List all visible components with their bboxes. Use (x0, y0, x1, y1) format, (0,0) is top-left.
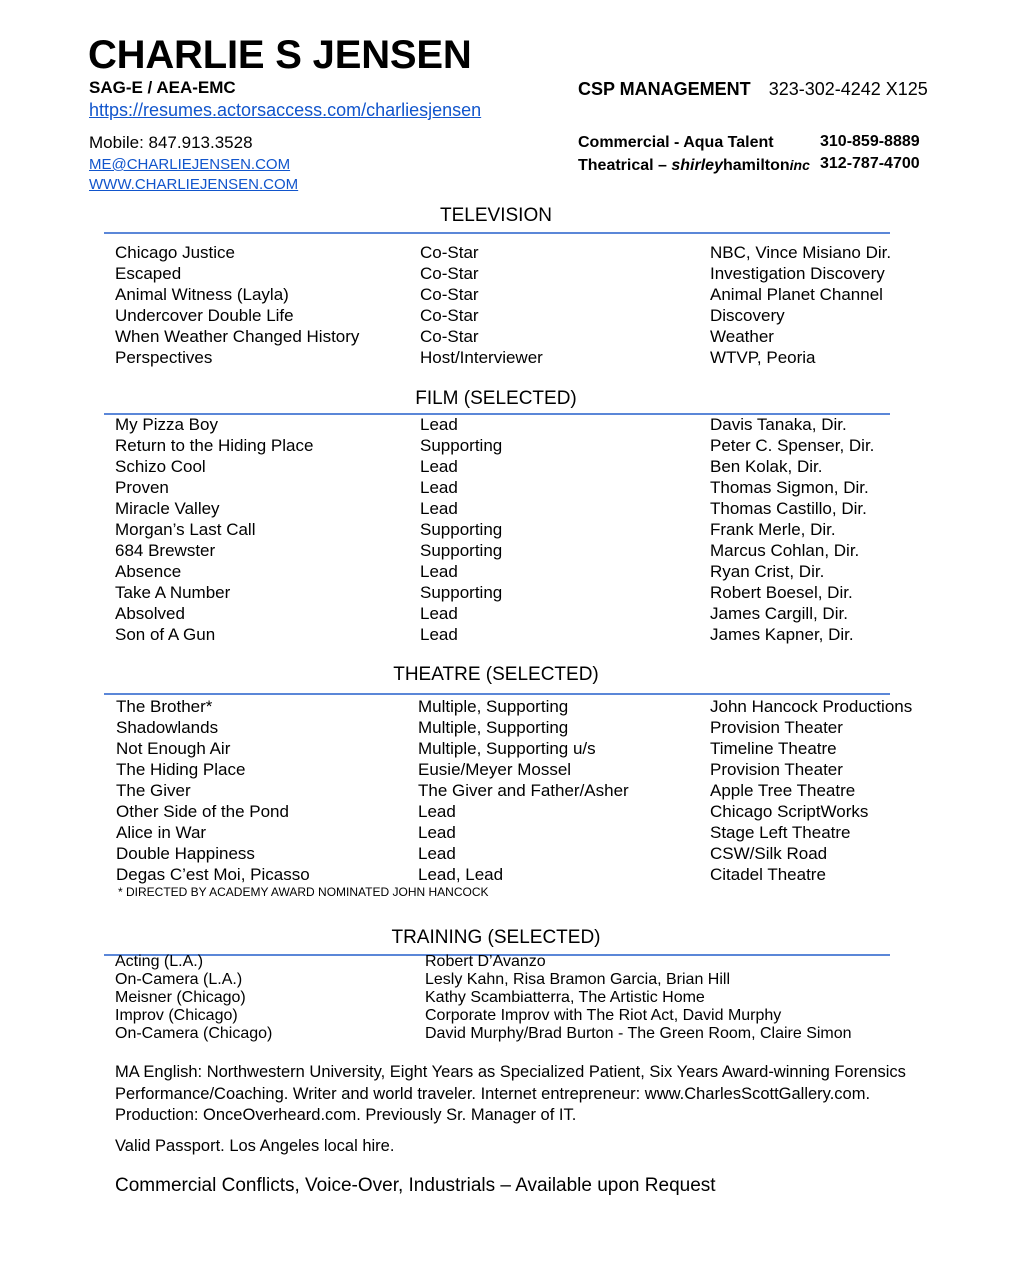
table-row (0, 738, 1028, 759)
management-name: CSP MANAGEMENT (578, 79, 751, 99)
credit-company: Timeline Theatre (710, 739, 837, 758)
credit-company: WTVP, Peoria (710, 348, 816, 367)
table-row (0, 242, 1028, 263)
list-item (0, 1007, 1028, 1025)
table-row (0, 326, 1028, 347)
credit-title: Undercover Double Life (115, 306, 294, 325)
commercial-agency (578, 133, 774, 153)
website-link[interactable]: WWW.CHARLIEJENSEN.COM (89, 176, 299, 193)
credit-company: Frank Merle, Dir. (710, 520, 836, 539)
actors-access-profile-link[interactable]: https://resumes.actorsaccess.com/charliesjensen (89, 100, 482, 120)
passport-note: Valid Passport. Los Angeles local hire. (115, 1137, 395, 1155)
theatrical-agency-name2: hamilton (722, 157, 790, 174)
credit-company: Animal Planet Channel (710, 285, 883, 304)
credit-company: Weather (710, 327, 774, 346)
training-instructors: Kathy Scambiatterra, The Artistic Home (425, 989, 705, 1006)
credit-company: Peter C. Spenser, Dir. (710, 436, 875, 455)
list-item (0, 989, 1028, 1007)
theatrical-agency (578, 155, 810, 176)
credit-title: Take A Number (115, 583, 231, 602)
credit-company: Ben Kolak, Dir. (710, 457, 823, 476)
credit-title: Proven (115, 478, 169, 497)
training-instructors: Robert D’Avanzo (425, 953, 546, 970)
table-row (0, 456, 1028, 477)
credit-company: Apple Tree Theatre (710, 781, 856, 800)
section-theatre (0, 663, 1028, 687)
credit-title: Return to the Hiding Place (115, 436, 314, 455)
credit-title: Son of A Gun (115, 625, 216, 644)
credit-role: Co-Star (420, 327, 479, 346)
credit-title: Miracle Valley (115, 499, 220, 518)
biography-line: Performance/Coaching. Writer and world traveler. Internet entrepreneur: www.CharlesScottGallery.com. (115, 1084, 871, 1103)
commercial-agency-phone: 310-859-8889 (820, 133, 920, 150)
credit-company: Chicago ScriptWorks (710, 802, 869, 821)
section-title-television: TELEVISION (440, 205, 552, 226)
table-row (0, 498, 1028, 519)
management-phone: 323-302-4242 X125 (768, 79, 928, 99)
list-item (0, 971, 1028, 989)
credit-company: John Hancock Productions (710, 697, 913, 716)
credit-title: Chicago Justice (115, 243, 236, 262)
credit-role: Lead (420, 415, 458, 434)
theatrical-agency-suffix: inc (789, 157, 810, 173)
credit-role: Eusie/Meyer Mossel (418, 760, 572, 779)
credit-role: Co-Star (420, 243, 479, 262)
training-subject: Acting (L.A.) (115, 953, 204, 970)
table-row (0, 582, 1028, 603)
section-film (0, 387, 1028, 411)
list-item (0, 1025, 1028, 1043)
credit-role: Supporting (420, 541, 503, 560)
credit-role: Lead (420, 457, 458, 476)
credit-title: Schizo Cool (115, 457, 206, 476)
table-row (0, 822, 1028, 843)
biography-line: Production: OnceOverheard.com. Previously Sr. Manager of IT. (115, 1106, 577, 1124)
credit-title: The Brother* (116, 697, 213, 716)
credit-role: Lead (420, 625, 458, 644)
table-row (0, 843, 1028, 864)
table-row (0, 801, 1028, 822)
table-row (0, 624, 1028, 645)
training-subject: On-Camera (L.A.) (115, 971, 243, 988)
list-item (0, 953, 1028, 971)
credit-title: Degas C’est Moi, Picasso (116, 865, 310, 884)
theatrical-agency-phone: 312-787-4700 (820, 155, 920, 172)
training-rows (0, 953, 1028, 1043)
credit-role: The Giver and Father/Asher (418, 781, 629, 800)
theatre-footnote: * DIRECTED BY ACADEMY AWARD NOMINATED JOHN HANCOCK (118, 885, 489, 899)
management-contact (578, 78, 928, 100)
table-row (0, 347, 1028, 368)
table-row (0, 477, 1028, 498)
credit-title: Shadowlands (116, 718, 219, 737)
credit-title: Absence (115, 562, 182, 581)
credit-role: Lead (418, 844, 456, 863)
credit-company: James Cargill, Dir. (710, 604, 848, 623)
credit-title: When Weather Changed History (115, 327, 360, 346)
credit-title: Alice in War (116, 823, 207, 842)
credit-title: Absolved (115, 604, 185, 623)
table-row (0, 759, 1028, 780)
credit-title: My Pizza Boy (115, 415, 218, 434)
credit-title: Perspectives (115, 348, 213, 367)
table-row (0, 305, 1028, 326)
credit-title: Animal Witness (Layla) (115, 285, 289, 304)
section-training (0, 926, 1028, 950)
credit-role: Host/Interviewer (420, 348, 543, 367)
table-row (0, 717, 1028, 738)
table-row (0, 284, 1028, 305)
table-row (0, 540, 1028, 561)
table-row (0, 603, 1028, 624)
credit-title: 684 Brewster (115, 541, 216, 560)
theatrical-agency-prefix: Theatrical – (578, 157, 672, 174)
credit-role: Lead (418, 802, 456, 821)
page-title: CHARLIE S JENSEN (88, 33, 472, 77)
credit-title: Double Happiness (116, 844, 255, 863)
table-row (0, 414, 1028, 435)
biography-line: MA English: Northwestern University, Eight Years as Specialized Patient, Six Years Award-winning Forensics (115, 1063, 906, 1081)
union-affiliations: SAG-E / AEA-EMC (89, 78, 236, 97)
credit-title: The Giver (116, 781, 191, 800)
credit-company: Stage Left Theatre (710, 823, 851, 842)
commercial-agency-label: Commercial - Aqua Talent (578, 134, 774, 151)
credit-role: Lead, Lead (418, 865, 504, 884)
credit-company: Provision Theater (710, 760, 843, 779)
credit-company: Ryan Crist, Dir. (710, 562, 825, 581)
credit-company: Provision Theater (710, 718, 843, 737)
credit-company: Discovery (710, 306, 785, 325)
credit-company: Thomas Castillo, Dir. (710, 499, 867, 518)
training-subject: Meisner (Chicago) (115, 989, 246, 1006)
table-row (0, 263, 1028, 284)
television-rows (0, 242, 1028, 368)
training-instructors: Lesly Kahn, Risa Bramon Garcia, Brian Hill (425, 971, 731, 988)
credit-role: Supporting (420, 520, 503, 539)
credit-company: Investigation Discovery (710, 264, 885, 283)
section-title-training: TRAINING (SELECTED) (391, 927, 601, 948)
credit-company: James Kapner, Dir. (710, 625, 854, 644)
training-subject: On-Camera (Chicago) (115, 1025, 273, 1042)
credit-title: Escaped (115, 264, 182, 283)
section-divider (104, 693, 890, 695)
credit-role: Lead (420, 499, 458, 518)
training-instructors: Corporate Improv with The Riot Act, David Murphy (425, 1007, 782, 1024)
section-title-theatre: THEATRE (SELECTED) (393, 664, 599, 685)
resume-header (0, 0, 1028, 196)
credit-company: NBC, Vince Misiano Dir. (710, 243, 892, 262)
mobile-phone: Mobile: 847.913.3528 (89, 133, 253, 152)
training-instructors: David Murphy/Brad Burton - The Green Room, Claire Simon (425, 1025, 852, 1042)
credit-role: Lead (418, 823, 456, 842)
credit-role: Supporting (420, 583, 503, 602)
credit-role: Supporting (420, 436, 503, 455)
credit-role: Multiple, Supporting (418, 718, 569, 737)
credit-role: Multiple, Supporting u/s (418, 739, 596, 758)
credit-role: Lead (420, 478, 458, 497)
credit-role: Co-Star (420, 264, 479, 283)
section-divider (104, 232, 890, 234)
credit-title: Not Enough Air (116, 739, 231, 758)
biography-block (115, 1062, 905, 1127)
table-row (0, 696, 1028, 717)
theatrical-agency-name: shirley (671, 157, 723, 174)
table-row (0, 780, 1028, 801)
table-row (0, 435, 1028, 456)
credit-company: CSW/Silk Road (710, 844, 828, 863)
credit-company: Citadel Theatre (710, 865, 826, 884)
theatre-rows (0, 696, 1028, 885)
credit-role: Co-Star (420, 306, 479, 325)
credit-role: Multiple, Supporting (418, 697, 569, 716)
credit-company: Robert Boesel, Dir. (710, 583, 853, 602)
table-row (0, 519, 1028, 540)
credit-title: The Hiding Place (116, 760, 246, 779)
credit-role: Co-Star (420, 285, 479, 304)
credit-role: Lead (420, 604, 458, 623)
film-rows (0, 414, 1028, 645)
credit-company: Marcus Cohlan, Dir. (710, 541, 860, 560)
email-link[interactable]: ME@CHARLIEJENSEN.COM (89, 156, 291, 173)
credit-company: Davis Tanaka, Dir. (710, 415, 847, 434)
credit-title: Other Side of the Pond (116, 802, 289, 821)
credit-role: Lead (420, 562, 458, 581)
credit-title: Morgan’s Last Call (115, 520, 256, 539)
training-subject: Improv (Chicago) (115, 1007, 238, 1024)
table-row (0, 561, 1028, 582)
section-title-film: FILM (SELECTED) (415, 388, 577, 409)
credit-company: Thomas Sigmon, Dir. (710, 478, 869, 497)
section-television (0, 204, 1028, 228)
closing-note: Commercial Conflicts, Voice-Over, Industrials – Available upon Request (115, 1175, 716, 1196)
table-row (0, 864, 1028, 885)
